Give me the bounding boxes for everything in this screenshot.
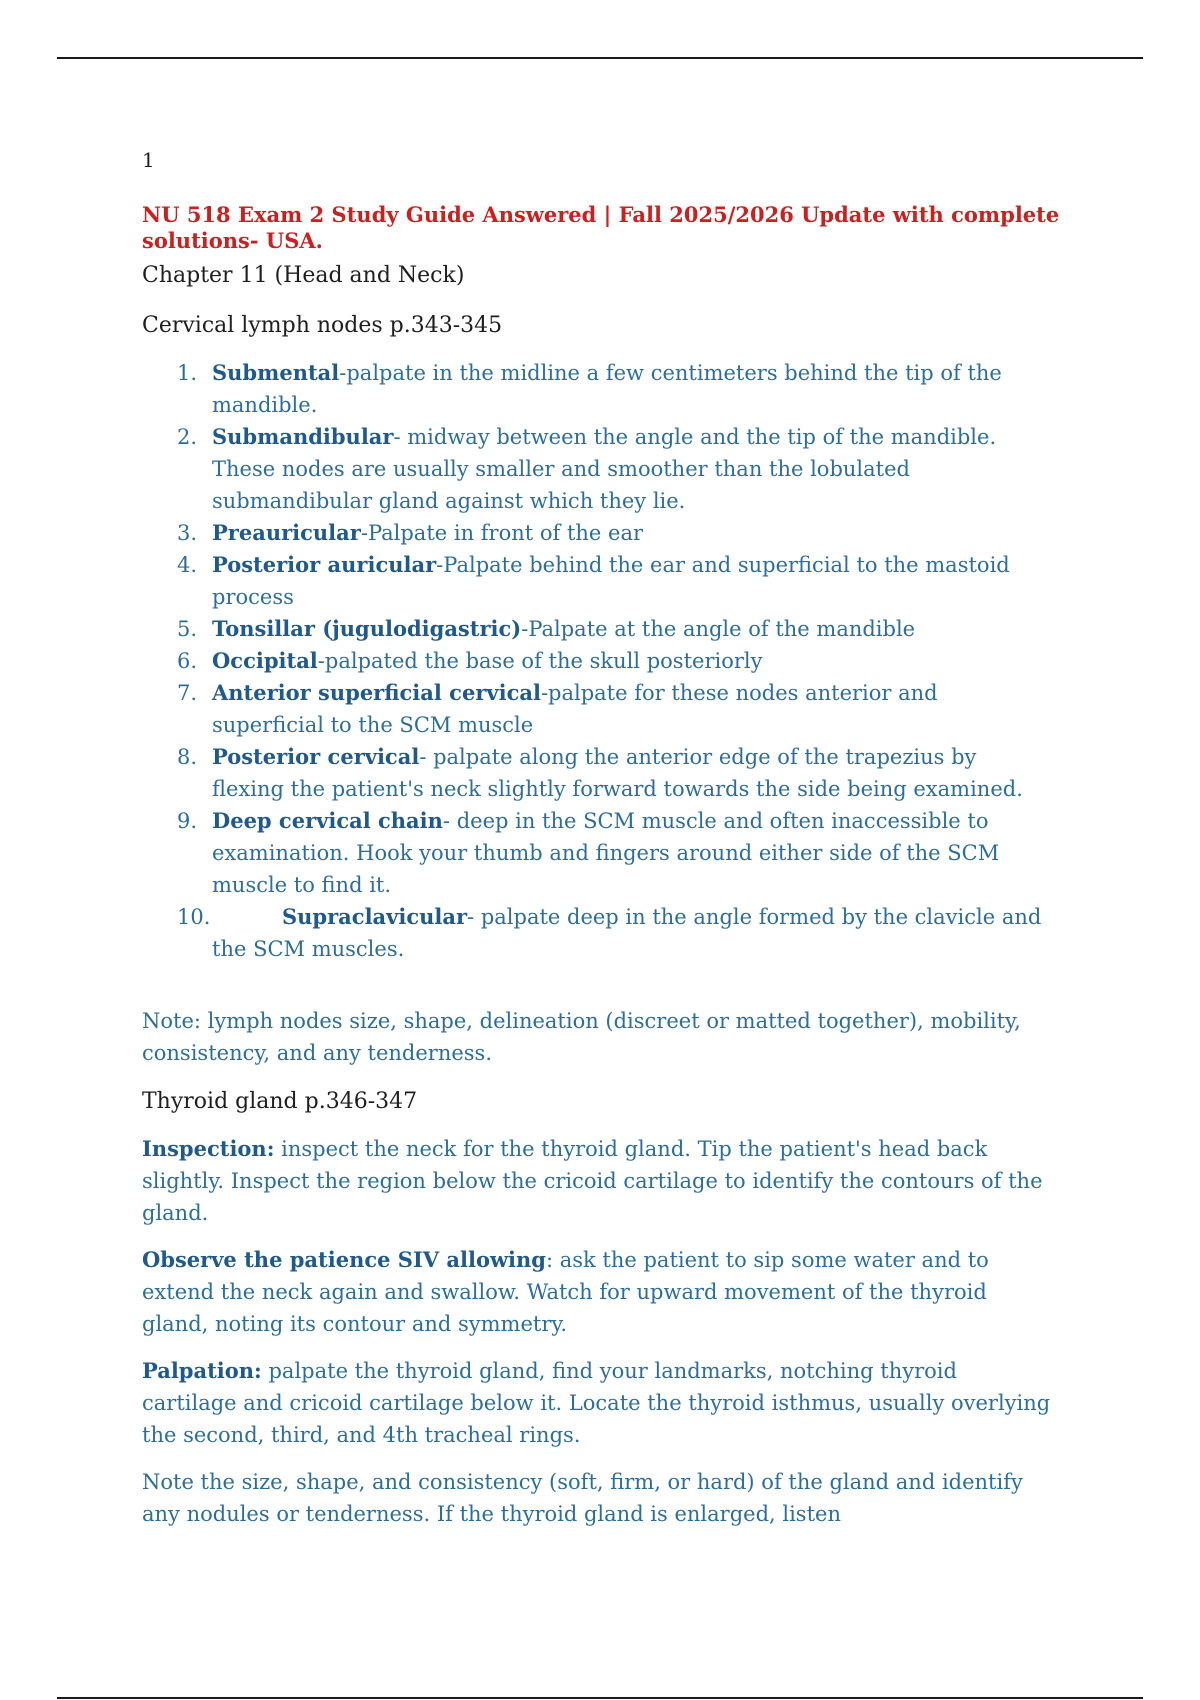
list-item — [142, 645, 1042, 677]
list-item-term: Anterior superficial cervical — [212, 680, 541, 705]
palpation-paragraph — [142, 1355, 1052, 1451]
list-item-term: Occipital — [212, 648, 318, 673]
thyroid-heading: Thyroid gland p.346-347 — [142, 1089, 418, 1114]
swallowing-text: : ask the patient to sip some water and to extend the neck again and swallow. Watch for upward movement of the thyroid gland, noting its contour and symmetry. — [142, 1248, 989, 1336]
list-item-number: 4. — [177, 553, 198, 577]
page-number: 1 — [142, 148, 155, 172]
list-item-term: Posterior cervical — [212, 744, 420, 769]
list-item-number: 1. — [177, 361, 198, 385]
list-item-term: Submental — [212, 360, 340, 385]
list-item-term: Tonsillar (jugulodigastric) — [212, 616, 522, 641]
palpation-lead: Palpation: — [142, 1358, 262, 1383]
list-item-number: 6. — [177, 649, 198, 673]
chapter-heading: Chapter 11 (Head and Neck) — [142, 263, 465, 288]
list-item-text: - deep in the SCM muscle and often inaccessible to examination. Hook your thumb and fingers around either side of the SCM muscle to find it. — [212, 809, 1000, 897]
list-item-text: -palpated the base of the skull posteriorly — [317, 649, 763, 673]
list-item — [142, 357, 1042, 421]
swallowing-lead: Observe the patience SIV allowing — [142, 1247, 546, 1272]
lymph-note: Note: lymph nodes size, shape, delineation (discreet or matted together), mobility, consistency, and any tenderness. — [142, 1009, 1021, 1065]
list-item — [142, 741, 1042, 805]
list-item-text: - midway between the angle and the tip of the mandible. These nodes are usually smaller and smoother than the lobulated submandibular gland against which they lie. — [212, 425, 997, 513]
list-item-number: 3. — [177, 521, 198, 545]
document-title: NU 518 Exam 2 Study Guide Answered | Fall 2025/2026 Update with complete solutions- USA. — [142, 202, 1060, 253]
inspection-paragraph — [142, 1133, 1052, 1229]
footer-rule — [57, 1697, 1143, 1699]
list-item — [142, 677, 1042, 741]
list-item — [142, 549, 1042, 613]
list-item-term: Supraclavicular — [282, 904, 468, 929]
list-item — [142, 901, 1042, 965]
header-rule — [57, 57, 1143, 59]
list-item — [142, 613, 1042, 645]
list-item-text: -Palpate behind the ear and superficial to the mastoid process — [212, 553, 1010, 609]
list-item — [142, 421, 1042, 517]
list-item-term: Deep cervical chain — [212, 808, 443, 833]
list-item-number: 7. — [177, 681, 198, 705]
list-item-text: -palpate in the midline a few centimeters behind the tip of the mandible. — [212, 361, 1002, 417]
list-item-number: 9. — [177, 809, 198, 833]
list-item-term: Submandibular — [212, 424, 394, 449]
size-note-paragraph: Note the size, shape, and consistency (soft, firm, or hard) of the gland and identify any nodules or tenderness. If the thyroid gland is enlarged, listen — [142, 1470, 1023, 1526]
list-item-number: 8. — [177, 745, 198, 769]
list-item-text: - palpate along the anterior edge of the trapezius by flexing the patient's neck slightly forward towards the side being examined. — [212, 745, 1023, 801]
list-item-term: Posterior auricular — [212, 552, 437, 577]
inspection-lead: Inspection: — [142, 1136, 275, 1161]
list-item-number: 2. — [177, 425, 198, 449]
palpation-text: palpate the thyroid gland, find your landmarks, notching thyroid cartilage and cricoid cartilage below it. Locate the thyroid isthmus, usually overlying the second, third, and 4th tracheal rings. — [142, 1359, 1051, 1447]
inspection-text: inspect the neck for the thyroid gland. Tip the patient's head back slightly. Inspect the region below the cricoid cartilage to identify the contours of the gland. — [142, 1137, 1043, 1225]
list-item-term: Preauricular — [212, 520, 361, 545]
list-item-text: - palpate deep in the angle formed by the clavicle and the SCM muscles. — [212, 905, 1042, 961]
swallowing-paragraph — [142, 1244, 1052, 1340]
list-item-text: -Palpate at the angle of the mandible — [521, 617, 916, 641]
list-item — [142, 517, 1042, 549]
list-item-text: -palpate for these nodes anterior and superficial to the SCM muscle — [212, 681, 938, 737]
lymph-nodes-heading: Cervical lymph nodes p.343-345 — [142, 313, 503, 338]
list-item-text: -Palpate in front of the ear — [360, 521, 644, 545]
lymph-node-list — [142, 357, 1042, 965]
list-item-number: 10. — [177, 905, 211, 929]
list-item-number: 5. — [177, 617, 198, 641]
list-item — [142, 805, 1042, 901]
